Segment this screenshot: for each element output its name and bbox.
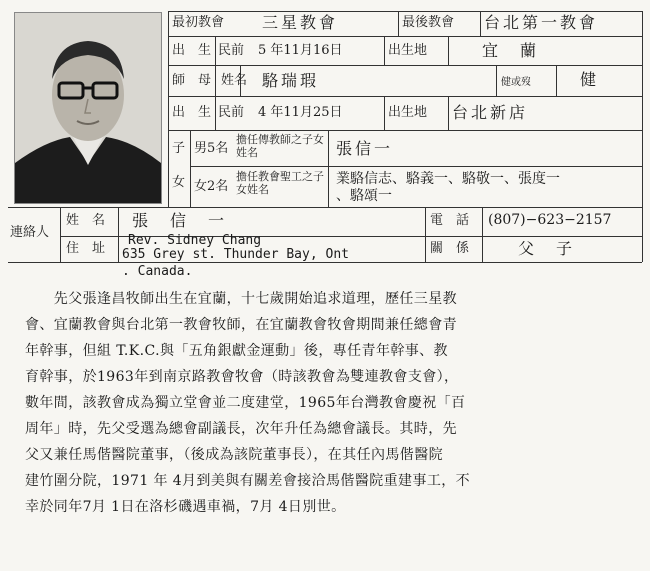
- wife-health-label: 健或歿: [501, 77, 531, 88]
- biography-line: 育幹事，於1963年到南京路教會牧會（時該教會為雙連教會支會），: [25, 369, 459, 385]
- sons-count: 男5名: [194, 141, 229, 156]
- contact-relation-label: 關 係: [430, 241, 470, 256]
- daughters-names-line2: 、駱頌一: [336, 188, 392, 204]
- pastor-birth-date: 5 年11月16日: [258, 43, 343, 58]
- portrait-illustration: [15, 13, 161, 203]
- wife-birthplace-value: 台北新店: [452, 103, 529, 122]
- contact-relation-value: 父 子: [518, 239, 576, 258]
- wife-label: 師 母: [172, 73, 212, 88]
- biography-line: 父又兼任馬偕醫院董事，（後成為該院董事長），在其任內馬偕醫院: [25, 447, 443, 463]
- wife-birth-date: 4 年11月25日: [258, 105, 343, 120]
- contact-address-label: 住 址: [66, 241, 106, 256]
- first-church-value: 三星教會: [262, 13, 339, 32]
- biography-line: 數年間，該教會成為獨立堂會並二度建堂，1965年台灣教會慶祝「百: [25, 395, 466, 411]
- contact-name-label: 姓 名: [66, 213, 106, 228]
- children-label-zi: 子: [172, 141, 186, 156]
- biography-line: 周年」時，先父受選為總會副議長，次年升任為總會議長。其時，先: [25, 421, 457, 437]
- contact-address-line3: . Canada.: [122, 264, 193, 279]
- last-church-value: 台北第一教會: [484, 13, 599, 32]
- last-church-label: 最後教會: [402, 15, 455, 30]
- daughters-count: 女2名: [194, 179, 229, 194]
- wife-health-value: 健: [580, 70, 600, 89]
- biography-line: 幸於同年7月 1日在洛杉磯遇車禍，7月 4日別世。: [25, 499, 346, 515]
- contact-phone-label: 電 話: [430, 213, 470, 228]
- contact-address-line2: 635 Grey st. Thunder Bay, Ont: [122, 247, 349, 262]
- biography-text: [25, 286, 640, 520]
- wife-birth-label: 出 生: [172, 105, 212, 120]
- pastor-birthplace-value: 宜 蘭: [482, 41, 540, 60]
- biography-line: 年幹事，但組 T.K.C.與「五角銀獻金運動」後，專任青年幹事、教: [25, 343, 448, 359]
- contact-address-line1: Rev. Sidney Chang: [128, 233, 262, 248]
- daughters-names-line1: 業駱信志、駱義一、駱敬一、張度一: [336, 171, 560, 187]
- contact-name-value: 張 信 一: [132, 211, 228, 230]
- wife-birthplace-label: 出生地: [388, 105, 428, 120]
- first-church-label: 最初教會: [172, 15, 225, 30]
- sons-description: 擔任傳教師之子女姓名: [236, 133, 324, 159]
- biography-line: 會、宜蘭教會與台北第一教會牧師，在宜蘭教會牧會期間兼任總會青: [25, 317, 457, 333]
- contact-label: 連絡人: [10, 225, 50, 240]
- pastor-era: 民前: [218, 43, 245, 58]
- daughters-description: 擔任教會聖工之子女姓名: [236, 170, 324, 196]
- contact-phone-value: (807)−623−2157: [488, 212, 612, 228]
- portrait-photo: [14, 12, 162, 204]
- wife-name-value: 駱瑞瑕: [262, 71, 320, 90]
- pastor-birthplace-label: 出生地: [388, 43, 428, 58]
- pastor-birth-label: 出 生: [172, 43, 212, 58]
- wife-name-label: 姓名: [221, 73, 248, 88]
- sons-names: 張信一: [336, 139, 394, 158]
- children-label-nv: 女: [172, 175, 186, 190]
- biography-line: 先父張逢昌牧師出生在宜蘭，十七歲開始追求道理，歷任三星教: [25, 291, 457, 307]
- biography-line: 建竹圍分院，1971 年 4月到美與有關差會接洽馬偕醫院重建事工，不: [25, 473, 471, 489]
- wife-era: 民前: [218, 105, 245, 120]
